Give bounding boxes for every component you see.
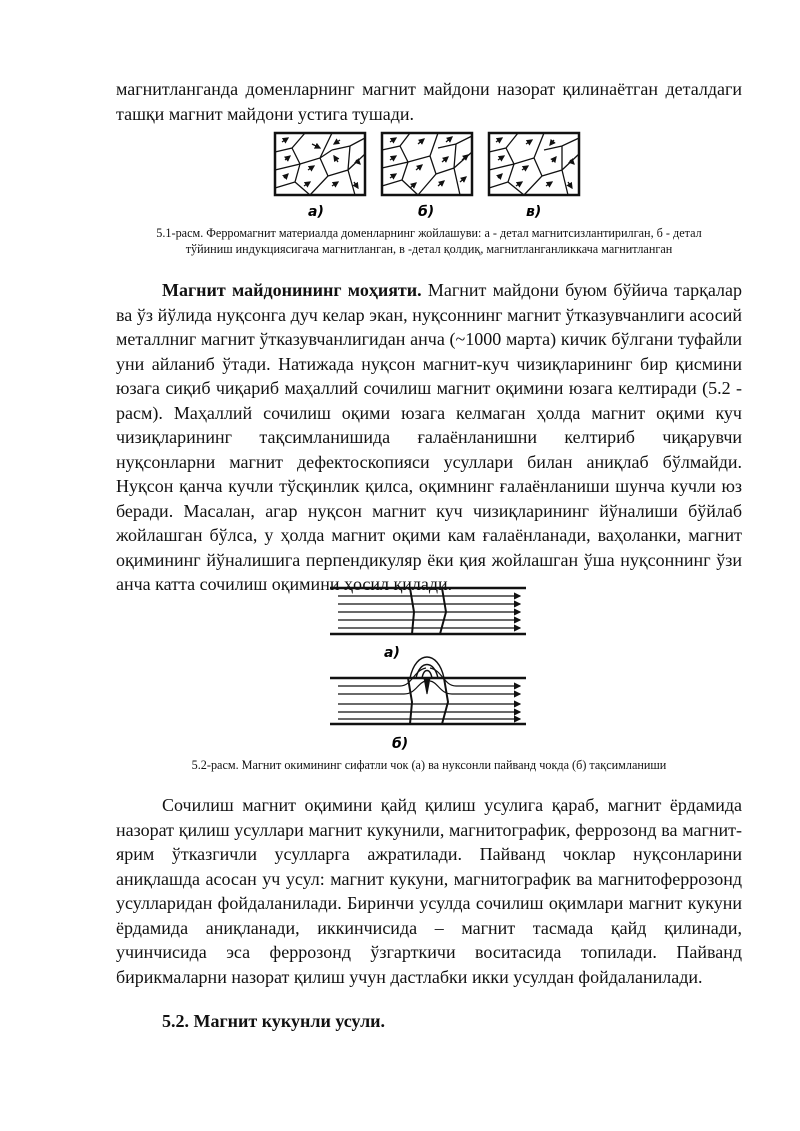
domain-panel-a <box>275 133 365 195</box>
fig1-label-c: в) <box>526 204 542 220</box>
domain-panel-b <box>382 133 472 195</box>
fig2-label-a: а) <box>384 645 400 661</box>
domain-panel-c <box>489 133 579 195</box>
main-paragraph-lead: Магнит майдонининг моҳияти. <box>162 280 422 300</box>
main-paragraph <box>116 278 742 597</box>
methods-paragraph <box>116 793 742 989</box>
figure-5-1-caption-line1: 5.1-расм. Ферромагнит материалда доменларнинг жойлашуви: а - детал магнитсизлантирилган, б - детал <box>156 226 702 240</box>
figure-5-1-caption-line2: тўйиниш индукциясигача магнитланган, в -детал қолдиқ, магнитланганликкача магнитланган <box>185 242 673 256</box>
figure-5-2-flux <box>320 582 540 752</box>
main-paragraph-text: Магнит майдони буюм бўйича тарқалар ва ўз йўлида нуқсонга дуч келар экан, нуқсоннинг магнит ўтказувчанлиги асосий металлниг магнит ўтказувчанлигидан анча (~1000 марта) кичик бўлгани туфайли уни айланиб ўтади. Натижада нуқсон магнит-куч чизиқларининг бир қисмини юзага сиқиб чиқариб маҳаллий сочилиш магнит оқимини юзага келтиради (5.2 - расм). Маҳаллий сочилиш оқими юзага келмаган ҳолда магнит оқими куч чизиқларининг тақсимланишида ғалаёнланишни келтириб чиқарувчи нуқсонларни магнит дефектоскопияси усуллари билан аниқлаб бўлмайди. Нуқсон қанча кучли тўсқинлик қилса, оқимнинг ғалаёнланиши шунча кучли юз беради. Масалан, агар нуқсон магнит куч чизиқларининг йўналиши бўйлаб жойлашган бўлса, у ҳолда магнит оқими кам ғалаёнланади, ваҳоланки, магнит оқимининг йўналишига перпендикуляр ёки қия жойлашган ўша нуқсоннинг ўзи анча катта сочилиш оқимини ҳосил қилади. <box>116 280 742 594</box>
intro-paragraph: магнитланганда доменларнинг магнит майдони назорат қилинаётган деталдаги ташқи магнит майдони устига тушади. <box>116 79 742 124</box>
fig1-label-a: а) <box>308 204 324 220</box>
section-heading: 5.2. Магнит кукунли усули. <box>162 1011 386 1031</box>
fig2-label-b: б) <box>392 736 409 752</box>
figure-5-2-caption: 5.2-расм. Магнит окимининг сифатли чок (а) ва нуксонли пайванд чокда (б) тақсимланиши <box>191 758 667 772</box>
plate-b-defective-weld <box>330 657 526 724</box>
plate-a-sound-weld <box>330 588 526 634</box>
fig1-label-b: б) <box>418 204 435 220</box>
methods-paragraph-text: Сочилиш магнит оқимини қайд қилиш усулига қараб, магнит ёрдамида назорат қилиш усуллари магнит кукунили, магнитографик, феррозонд ва магнит-ярим ўтказгичли усулларга ажратилади. Пайванд чоклар нуқсонларини аниқлашда асосан уч усул: магнит кукуни, магнитографик ва магнитоферрозонд усулларидан фойдаланилади. Биринчи усулда сочилиш оқимлари магнит кукуни ёрдамида аниқланади, иккинчисида – магнит тасмада қайд қилинади, учинчисида эса феррозонд ўзгарткичи воситасида топилади. Пайванд бирикмаларни назорат қилиш учун дастлабки икки усулдан фойдаланилади. <box>116 795 742 987</box>
figure-5-1-domains <box>270 130 590 226</box>
